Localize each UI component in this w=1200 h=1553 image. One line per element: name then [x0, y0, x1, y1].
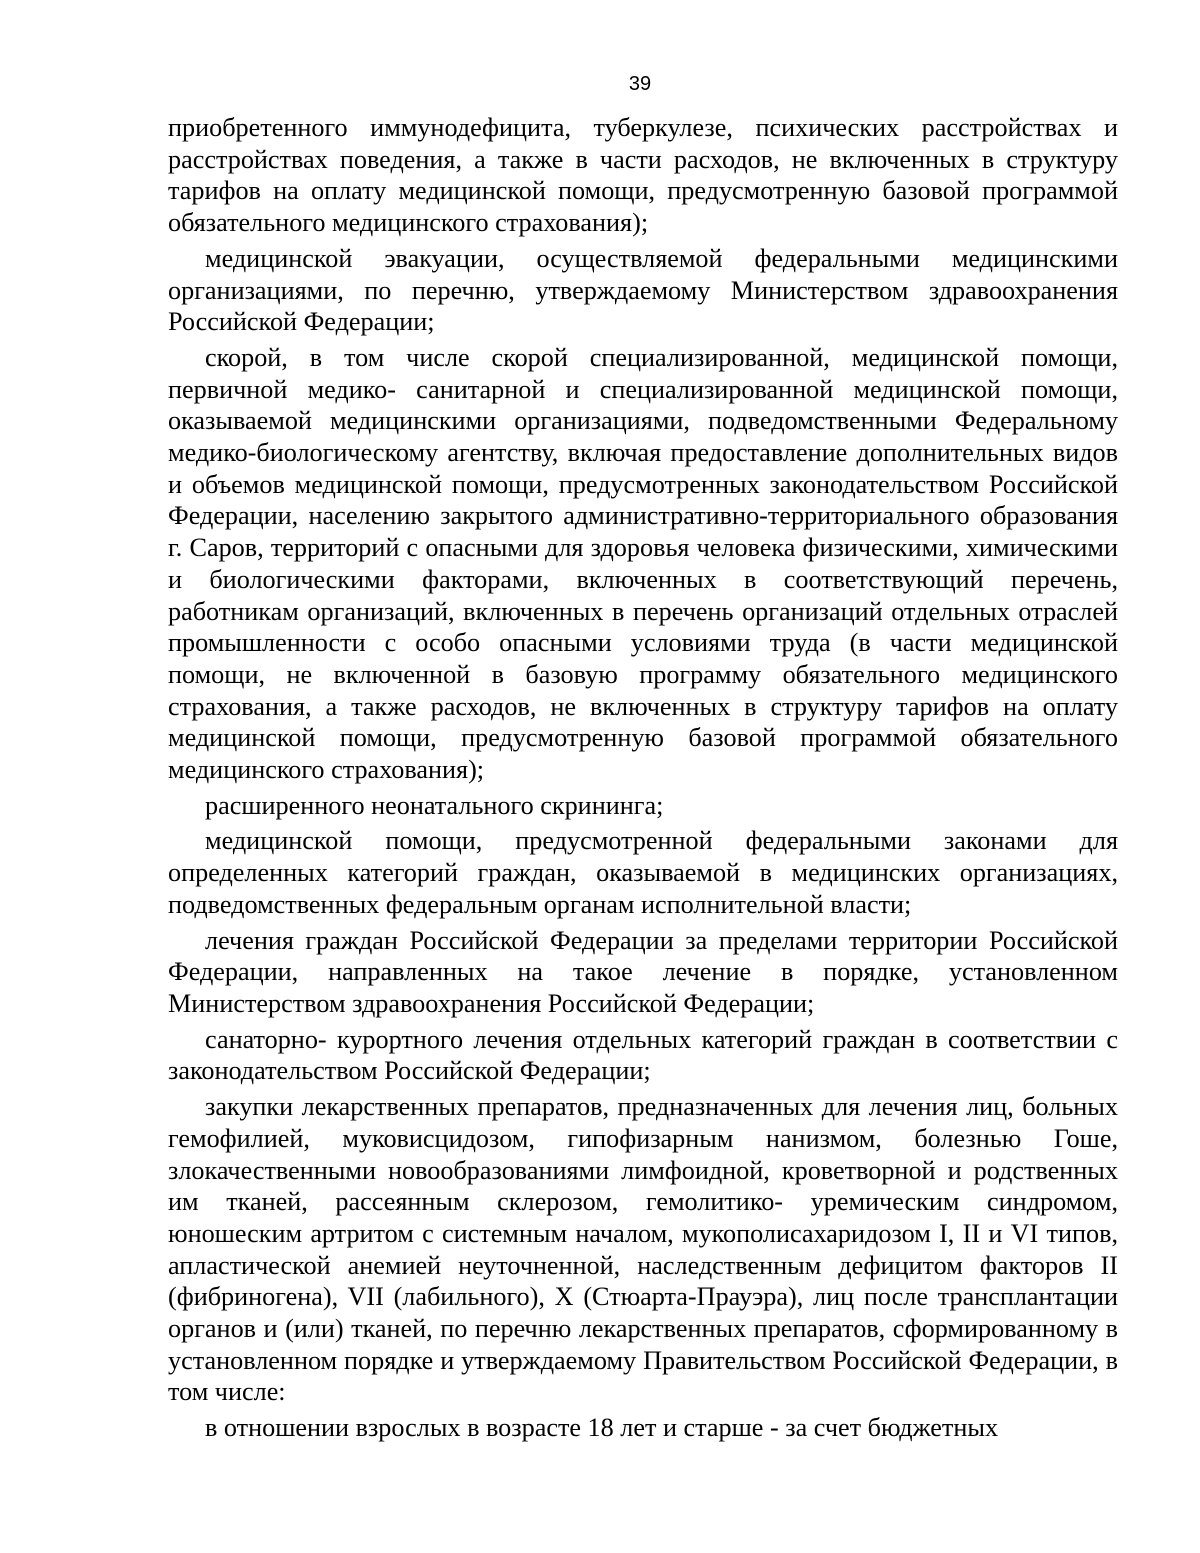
page-number: 39 — [628, 73, 652, 95]
paragraph-medical-evacuation: медицинской эвакуации, осуществляемой федеральными медицинскими организациями, по перечню, утверждаемому Министерством здравоохранения Российской Федерации; — [168, 243, 1118, 337]
paragraph-emergency-care-fmba: скорой, в том числе скорой специализированной, медицинской помощи, первичной медико- санитарной и специализированной медицинской помощи, оказываемой медицинскими организациями, подведомственными Федеральному медико-биологическому агентству, включая предоставление дополнительных видов и объемов медицинской помощи, предусмотренных законодательством Российской Федерации, населению закрытого административно-территориального образования г. Саров, территорий с опасными для здоровья человека физическими, химическими и биологическими факторами, включенных в соответствующий перечень, работникам организаций, включенных в перечень организаций отдельных отраслей промышленности с особо опасными условиями труда (в части медицинской помощи, не включенной в базовую программу обязательного медицинского страхования, а также расходов, не включенных в структуру тарифов на оплату медицинской помощи, предусмотренную базовой программой обязательного медицинского страхования); — [168, 342, 1118, 785]
paragraph-treatment-abroad: лечения граждан Российской Федерации за пределами территории Российской Федерации, направленных на такое лечение в порядке, установленном Министерством здравоохранения Российской Федерации; — [168, 925, 1118, 1018]
paragraph-adults-budget: в отношении взрослых в возрасте 18 лет и старше - за счет бюджетных — [205, 1413, 999, 1443]
document-body — [168, 112, 1118, 1444]
paragraph-drug-procurement: закупки лекарственных препаратов, предназначенных для лечения лиц, больных гемофилией, муковисцидозом, гипофизарным нанизмом, болезнью Гоше, злокачественными новообразованиями лимфоидной, кроветворной и родственных им тканей, рассеянным склерозом, гемолитико- уремическим синдромом, юношеским артритом с системным началом, мукополисахаридозом I, II и VI типов, апластической анемией неуточненной, наследственным дефицитом факторов II (фибриногена), VII (лабильного), X (Стюарта-Прауэра), лиц после трансплантации органов и (или) тканей, по перечню лекарственных препаратов, сформированному в установленном порядке и утверждаемому Правительством Российской Федерации, в том числе: — [168, 1092, 1118, 1407]
paragraph-federal-laws-care: медицинской помощи, предусмотренной федеральными законами для определенных категорий граждан, оказываемой в медицинских организациях, подведомственных федеральным органам исполнительной власти; — [168, 826, 1118, 919]
paragraph-hiv-tuberculosis-continued: приобретенного иммунодефицита, туберкулезе, психических расстройствах и расстройствах поведения, а также в части расходов, не включенных в структуру тарифов на оплату медицинской помощи, предусмотренную базовой программой обязательного медицинского страхования); — [168, 113, 1118, 238]
paragraph-neonatal-screening: расширенного неонатального скрининга; — [205, 790, 664, 820]
paragraph-sanatorium-treatment: санаторно- курортного лечения отдельных категорий граждан в соответствии с законодательством Российской Федерации; — [168, 1024, 1118, 1086]
